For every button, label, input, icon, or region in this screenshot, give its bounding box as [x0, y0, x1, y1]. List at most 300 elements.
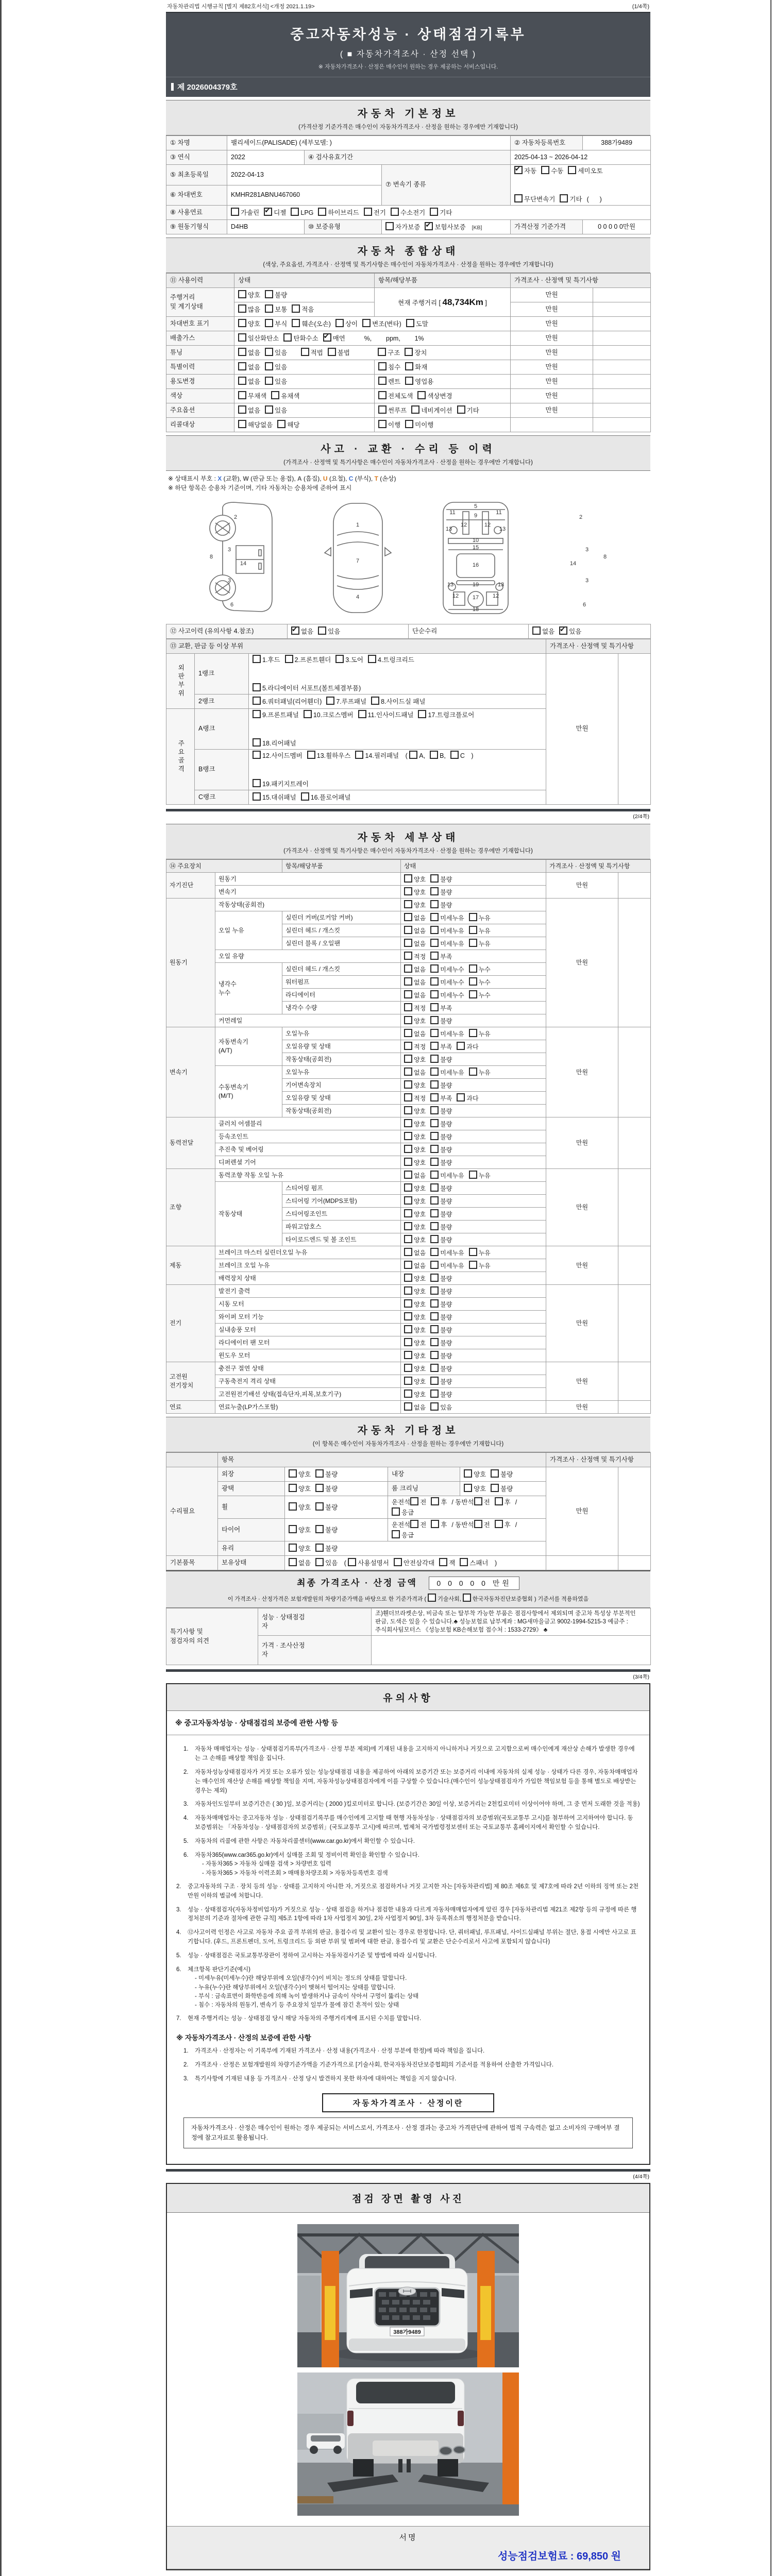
cell [282, 1233, 401, 1246]
checkbox-17.트렁크플로어[interactable] [418, 710, 426, 718]
cell [511, 317, 593, 331]
checkbox-있음[interactable] [265, 377, 273, 385]
checkbox-부족[interactable] [430, 1003, 439, 1011]
text: 항목/해당부품 [285, 862, 323, 870]
option-label: 불량 [500, 1470, 513, 1478]
checkbox-양호[interactable] [404, 1338, 412, 1346]
checkbox-미세누유[interactable] [430, 1067, 439, 1076]
opinion-inspector-label [258, 1608, 372, 1636]
option-label: 불량 [440, 1352, 452, 1360]
option [291, 208, 313, 218]
text: 만원 [576, 1319, 589, 1327]
checkbox-해당[interactable] [277, 420, 285, 428]
option [430, 1106, 452, 1116]
cell [401, 989, 546, 1002]
checkbox-불량[interactable] [430, 1132, 439, 1140]
option-label: 14.필러패널 [365, 752, 399, 759]
checkbox-부족[interactable] [430, 952, 439, 960]
checkbox-불법[interactable] [328, 348, 336, 356]
checkbox-양호[interactable] [238, 290, 246, 298]
checkbox-불량[interactable] [430, 1209, 439, 1217]
checkbox-훼손(오손)[interactable] [292, 319, 300, 327]
checkbox-양호[interactable] [404, 1351, 412, 1359]
checkbox-응급[interactable] [392, 1530, 400, 1538]
option-label: 부식 [275, 320, 288, 328]
checkbox-없음[interactable] [404, 913, 412, 921]
checkbox-8.사이드실 패널[interactable] [371, 697, 379, 705]
notice-subtext: - 침수 : 자동차의 원동기, 변속기 등 주요장치 일부가 물에 잠긴 흔적이 있는 상태 [195, 2002, 399, 2009]
checkbox-1.후드[interactable] [253, 655, 261, 663]
option [238, 348, 260, 358]
checkbox-전기[interactable] [364, 208, 372, 216]
checkbox-없음[interactable] [404, 964, 412, 973]
checkbox-보험사보증[interactable] [425, 222, 433, 230]
checkbox-양호[interactable] [404, 1377, 412, 1385]
checkbox-없음[interactable] [404, 1261, 412, 1269]
checkbox-장치[interactable] [405, 348, 413, 356]
checkbox-양호[interactable] [404, 1325, 412, 1333]
checkbox-A,[interactable] [409, 751, 417, 759]
checkbox-미이행[interactable] [405, 420, 413, 428]
checkbox-미세누유[interactable] [430, 939, 439, 947]
checkbox-미세누유[interactable] [430, 1261, 439, 1269]
checkbox-디젤[interactable] [264, 208, 272, 216]
checkbox-불량[interactable] [430, 900, 439, 908]
checkbox-양호[interactable] [404, 1299, 412, 1308]
checkbox-기타[interactable] [430, 208, 438, 216]
checkbox-양호[interactable] [404, 1132, 412, 1140]
option [404, 1183, 426, 1193]
checkbox-있음[interactable] [318, 626, 326, 635]
option [411, 405, 452, 416]
checkbox-불량[interactable] [430, 1338, 439, 1346]
checkbox-있음[interactable] [315, 1558, 324, 1566]
checkbox-불량[interactable] [430, 1016, 439, 1024]
text: 배력장치 상태 [219, 1274, 256, 1282]
option-label: 양호 [414, 1210, 426, 1218]
label-cell [218, 1556, 285, 1570]
cell [401, 873, 546, 886]
checkbox-있음[interactable] [265, 362, 273, 370]
checkbox-잭[interactable] [439, 1558, 447, 1566]
checkbox-썬루프[interactable] [378, 405, 386, 414]
checkbox-5.라디에이터 서포트(볼트체결부품)[interactable] [253, 683, 261, 691]
checkbox-누수[interactable] [469, 977, 477, 986]
checkbox-미세누수[interactable] [430, 990, 439, 998]
checkbox-불량[interactable] [430, 1389, 439, 1398]
checkbox-13.휠하우스[interactable] [307, 751, 315, 759]
cell [215, 1066, 282, 1117]
checkbox-누수[interactable] [469, 990, 477, 998]
notice-text: 현재 주행거리는 성능 · 상태점검 당시 해당 자동차의 주행거리계에 표시된 수치를 말합니다. [188, 2015, 422, 2022]
checkbox-불량[interactable] [430, 1299, 439, 1308]
checkbox-누유[interactable] [469, 913, 477, 921]
checkbox-후[interactable] [495, 1497, 503, 1505]
checkbox-불량[interactable] [430, 1364, 439, 1372]
text: 스티어링 펌프 [285, 1184, 323, 1192]
notice-s3-title: ※ 자동차가격조사 · 산정의 보증에 관한 사항 [176, 2034, 311, 2042]
checkbox-7.루프패널[interactable] [326, 697, 334, 705]
option [315, 1544, 338, 1554]
checkbox-불량[interactable] [430, 1274, 439, 1282]
checkbox-부족[interactable] [430, 1042, 439, 1050]
checkbox-미세누유[interactable] [430, 1171, 439, 1179]
text: ) [469, 752, 474, 759]
panel-number: 1 [356, 522, 360, 528]
checkbox-없음[interactable] [238, 362, 246, 370]
option-label: 후 [504, 1499, 511, 1506]
checkbox-적정[interactable] [404, 1042, 412, 1050]
checkbox-C[interactable] [450, 751, 459, 759]
checkbox-영업용[interactable] [405, 377, 413, 385]
checkbox-3.도어[interactable] [335, 655, 344, 663]
checkbox-12.사이드멤버[interactable] [253, 751, 261, 759]
cell [288, 624, 409, 639]
checkbox-기타[interactable] [560, 194, 568, 202]
checkbox-14.필러패널[interactable] [355, 751, 363, 759]
checkbox-양호[interactable] [289, 1544, 297, 1552]
checkbox-9.프론트패널[interactable] [253, 710, 261, 718]
checkbox-전[interactable] [474, 1520, 482, 1528]
checkbox-불량[interactable] [430, 1377, 439, 1385]
checkbox-불량[interactable] [315, 1544, 324, 1552]
option-label: 있음 [325, 1559, 338, 1567]
checkbox-누유[interactable] [469, 1261, 477, 1269]
section-accident-header [166, 435, 650, 471]
checkbox-적법[interactable] [301, 348, 309, 356]
checkbox-있음[interactable] [265, 348, 273, 356]
option [283, 333, 318, 344]
checkbox-양호[interactable] [289, 1502, 297, 1511]
panel-number: 3 [227, 578, 231, 584]
option-label: 불량 [325, 1545, 338, 1552]
checkbox-도말[interactable] [406, 319, 414, 327]
checkbox-탄화수소[interactable] [283, 333, 292, 342]
cell [375, 418, 511, 432]
text: 추진축 및 베어링 [219, 1145, 264, 1153]
checkbox-자가보증[interactable] [385, 222, 394, 230]
checkbox-4.트렁크리드[interactable] [368, 655, 376, 663]
checkbox-가솔린[interactable] [231, 208, 239, 216]
checkbox-불량[interactable] [430, 1080, 439, 1089]
text: 기본품목 [170, 1558, 195, 1566]
table-accident [166, 624, 651, 639]
checkbox-무채색[interactable] [238, 391, 246, 399]
checkbox-미세누유[interactable] [430, 926, 439, 934]
checkbox-미세누유[interactable] [430, 1029, 439, 1037]
cell [227, 150, 305, 165]
checkbox-불량[interactable] [430, 1055, 439, 1063]
checkbox-부족[interactable] [430, 1093, 439, 1101]
checkbox-전[interactable] [410, 1520, 418, 1528]
checkbox-누유[interactable] [469, 926, 477, 934]
checkbox-기타[interactable] [457, 405, 465, 414]
checkbox-불량[interactable] [430, 1351, 439, 1359]
table-detail [166, 859, 651, 1414]
option [335, 319, 358, 329]
checkbox-없음[interactable] [532, 626, 541, 635]
checkbox-불량[interactable] [430, 1235, 439, 1243]
checkbox-B,[interactable] [430, 751, 438, 759]
cell [401, 1233, 546, 1246]
text: ( [342, 1559, 348, 1567]
checkbox-양호[interactable] [404, 1145, 412, 1153]
checkbox-15.대쉬패널[interactable] [253, 792, 261, 801]
checkbox-양호[interactable] [404, 1274, 412, 1282]
checkbox-불량[interactable] [430, 1106, 439, 1114]
checkbox-미세누수[interactable] [430, 977, 439, 986]
text: 동력전달 [170, 1139, 194, 1147]
label-cell [511, 136, 583, 150]
checkbox-적음[interactable] [292, 304, 300, 313]
option-label: 없음 [248, 406, 261, 414]
checkbox-구조[interactable] [378, 348, 386, 356]
checkbox-불량[interactable] [430, 1158, 439, 1166]
checkbox-스패너[interactable] [460, 1558, 468, 1566]
checkbox-세미오토[interactable] [568, 166, 576, 174]
notice-text: 성능 · 상태점검자(자동차정비업자)가 거짓으로 성능 · 상태 점검을 하거나 점검한 내용과 다르게 자동차매매업자에게 알린 경우 [자동차관리법 제21조 제2항 등의 규정에 따른 행정처분의 기준과 절차에 관한 규칙] 제5조 1항에 따라 1차 사업정지 30일, 2차 사업정지 90일, 3차 등록취소의 행정처분을 받습니다. [188, 1906, 637, 1922]
checkbox-양호[interactable] [404, 1222, 412, 1230]
checkbox-양호[interactable] [404, 1106, 412, 1114]
checkbox-불량[interactable] [430, 1196, 439, 1205]
checkbox[interactable] [463, 1594, 471, 1602]
checkbox-누유[interactable] [469, 1171, 477, 1179]
checkbox-하이브리드[interactable] [318, 208, 326, 216]
checkbox-양호[interactable] [404, 1196, 412, 1205]
checkbox-적정[interactable] [404, 1093, 412, 1101]
checkbox-불량[interactable] [430, 874, 439, 883]
option-label: 양호 [298, 1503, 311, 1511]
text: 작동상태 [219, 1210, 243, 1217]
checkbox-일산화탄소[interactable] [238, 333, 246, 342]
checkbox-불량[interactable] [430, 1183, 439, 1192]
checkbox-사용설명서[interactable] [348, 1558, 356, 1566]
cell [215, 1349, 401, 1362]
checkbox-누유[interactable] [469, 1029, 477, 1037]
checkbox-양호[interactable] [404, 1389, 412, 1398]
checkbox-전체도색[interactable] [378, 391, 386, 399]
checkbox-유채색[interactable] [271, 391, 279, 399]
notice-number: 4. [176, 1929, 181, 1936]
checkbox-6.쿼터패널(리어휀더)[interactable] [253, 697, 261, 705]
checkbox-양호[interactable] [404, 1209, 412, 1217]
checkbox-양호[interactable] [289, 1525, 297, 1533]
checkbox-10.크로스멤버[interactable] [304, 710, 312, 718]
checkbox-양호[interactable] [404, 1158, 412, 1166]
checkbox-양호[interactable] [404, 1235, 412, 1243]
text: 만원 [545, 319, 558, 327]
checkbox-누유[interactable] [469, 939, 477, 947]
checkbox-불량[interactable] [315, 1484, 324, 1492]
label-cell [305, 150, 511, 165]
text: 점검자의 의견 [170, 1637, 209, 1645]
checkbox-미세누유[interactable] [430, 1248, 439, 1256]
checkbox-LPG[interactable] [291, 208, 299, 216]
checkbox-누유[interactable] [469, 1248, 477, 1256]
text: 만원 [576, 725, 589, 733]
checkbox-불량[interactable] [430, 1222, 439, 1230]
checkbox-과다[interactable] [457, 1042, 465, 1050]
checkbox-없음[interactable] [404, 1029, 412, 1037]
checkbox-수동[interactable] [541, 166, 549, 174]
option-label: 불량 [440, 1146, 452, 1154]
text: 48,734Km [442, 297, 483, 307]
checkbox-없음[interactable] [404, 1402, 412, 1411]
text: 상태 [238, 276, 251, 284]
checkbox-후[interactable] [495, 1520, 503, 1528]
checkbox-있음[interactable] [430, 1402, 439, 1411]
text: 라디에이터 [285, 991, 315, 998]
window-left-border [0, 0, 2, 2576]
text: 실린더 헤드 / 개스킷 [285, 965, 341, 973]
checkbox-양호[interactable] [404, 1055, 412, 1063]
checkbox-누수[interactable] [469, 964, 477, 973]
checkbox-이행[interactable] [378, 420, 386, 428]
option-label: 없음 [414, 1249, 426, 1257]
checkbox-불량[interactable] [430, 1325, 439, 1333]
option [404, 1377, 426, 1386]
cell [401, 1362, 546, 1375]
checkbox-양호[interactable] [464, 1484, 472, 1492]
option [491, 1484, 513, 1494]
checkbox-불량[interactable] [430, 887, 439, 895]
checkbox-상이[interactable] [335, 319, 344, 327]
checkbox-없음[interactable] [291, 626, 299, 635]
checkbox-양호[interactable] [404, 900, 412, 908]
checkbox-불량[interactable] [430, 1119, 439, 1127]
checkbox-없음[interactable] [238, 377, 246, 385]
checkbox-없음[interactable] [238, 348, 246, 356]
checkbox-보통[interactable] [265, 304, 273, 313]
checkbox-양호[interactable] [404, 1016, 412, 1024]
checkbox-적정[interactable] [404, 1003, 412, 1011]
checkbox-양호[interactable] [404, 1183, 412, 1192]
text: ⑪ 사용이력 [170, 276, 204, 284]
label-cell [166, 709, 195, 805]
checkbox-없음[interactable] [404, 977, 412, 986]
checkbox-양호[interactable] [404, 887, 412, 895]
option [326, 697, 366, 707]
checkbox-양호[interactable] [404, 1119, 412, 1127]
checkbox-과다[interactable] [457, 1093, 465, 1101]
checkbox-자동[interactable] [514, 166, 523, 174]
cell [234, 389, 375, 403]
label-cell [166, 1027, 215, 1117]
checkbox-양호[interactable] [404, 1286, 412, 1295]
checkbox-없음[interactable] [404, 926, 412, 934]
option [404, 1286, 426, 1296]
option-label: 전 [483, 1521, 490, 1529]
checkbox-안전삼각대[interactable] [394, 1558, 402, 1566]
checkbox-불량[interactable] [430, 1145, 439, 1153]
option [285, 655, 331, 665]
checkbox-침수[interactable] [378, 362, 386, 370]
checkbox-불량[interactable] [491, 1469, 499, 1478]
checkbox-후[interactable] [431, 1497, 439, 1505]
label-cell [218, 1482, 285, 1496]
checkbox-네비게이션[interactable] [411, 405, 419, 414]
checkbox-불량[interactable] [315, 1469, 324, 1478]
checkbox-2.프론트휀더[interactable] [285, 655, 293, 663]
checkbox-누유[interactable] [469, 1067, 477, 1076]
checkbox-불량[interactable] [315, 1525, 324, 1533]
checkbox-적정[interactable] [404, 952, 412, 960]
cell [215, 1117, 401, 1130]
checkbox-전[interactable] [410, 1497, 418, 1505]
checkbox-불량[interactable] [430, 1312, 439, 1320]
checkbox-있음[interactable] [559, 626, 567, 635]
checkbox-불량[interactable] [491, 1484, 499, 1492]
text: 만원 [545, 392, 558, 399]
checkbox-불량[interactable] [430, 1286, 439, 1295]
text: ※ 상태표시 부호 : [168, 475, 218, 482]
checkbox-양호[interactable] [404, 1080, 412, 1089]
checkbox-변조(변타)[interactable] [362, 319, 371, 327]
cell [215, 1169, 401, 1182]
checkbox-해당없음[interactable] [238, 420, 246, 428]
checkbox-색상변경[interactable] [417, 391, 426, 399]
checkbox-없음[interactable] [238, 405, 246, 414]
checkbox-없음[interactable] [404, 1248, 412, 1256]
checkbox-있음[interactable] [265, 405, 273, 414]
checkbox-양호[interactable] [289, 1484, 297, 1492]
cell [401, 1272, 546, 1285]
checkbox-불량[interactable] [315, 1502, 324, 1511]
checkbox-양호[interactable] [289, 1469, 297, 1478]
checkbox[interactable] [428, 1594, 436, 1602]
text: 누수 [219, 989, 231, 996]
text: 만원 [576, 1204, 589, 1211]
checkbox-렌트[interactable] [378, 377, 386, 385]
checkbox-양호[interactable] [404, 874, 412, 883]
checkbox-매연[interactable] [323, 333, 331, 342]
checkbox-응급[interactable] [392, 1507, 400, 1516]
checkbox-수소전기[interactable] [391, 208, 399, 216]
checkbox-불량[interactable] [265, 290, 273, 298]
cell [511, 165, 651, 206]
cell [401, 1298, 546, 1311]
checkbox-없음[interactable] [404, 990, 412, 998]
checkbox-없음[interactable] [404, 1067, 412, 1076]
checkbox-18.리어패널[interactable] [253, 738, 261, 747]
checkbox-전[interactable] [474, 1497, 482, 1505]
checkbox-화재[interactable] [405, 362, 413, 370]
checkbox-없음[interactable] [404, 1171, 412, 1179]
checkbox-16.플로어패널[interactable] [301, 792, 309, 801]
checkbox-무단변속기[interactable] [514, 194, 523, 202]
checkbox-11.인사이드패널[interactable] [358, 710, 366, 718]
checkbox-미세누유[interactable] [430, 913, 439, 921]
option [430, 1222, 452, 1232]
option [318, 626, 340, 637]
checkbox-없음[interactable] [289, 1558, 297, 1566]
checkbox-양호[interactable] [238, 319, 246, 327]
checkbox-많음[interactable] [238, 304, 246, 313]
checkbox-부식[interactable] [265, 319, 273, 327]
checkbox-양호[interactable] [404, 1312, 412, 1320]
checkbox-19.패키지트레이[interactable] [253, 779, 261, 787]
checkbox-없음[interactable] [404, 939, 412, 947]
checkbox-양호[interactable] [464, 1469, 472, 1478]
cell [234, 418, 375, 432]
checkbox-후[interactable] [431, 1520, 439, 1528]
option [404, 1171, 426, 1180]
option-label: 무채색 [248, 392, 267, 400]
checkbox-미세누수[interactable] [430, 964, 439, 973]
section-detail-title: 자동차 세부상태 [357, 832, 459, 843]
cell [282, 989, 401, 1002]
checkbox-양호[interactable] [404, 1364, 412, 1372]
